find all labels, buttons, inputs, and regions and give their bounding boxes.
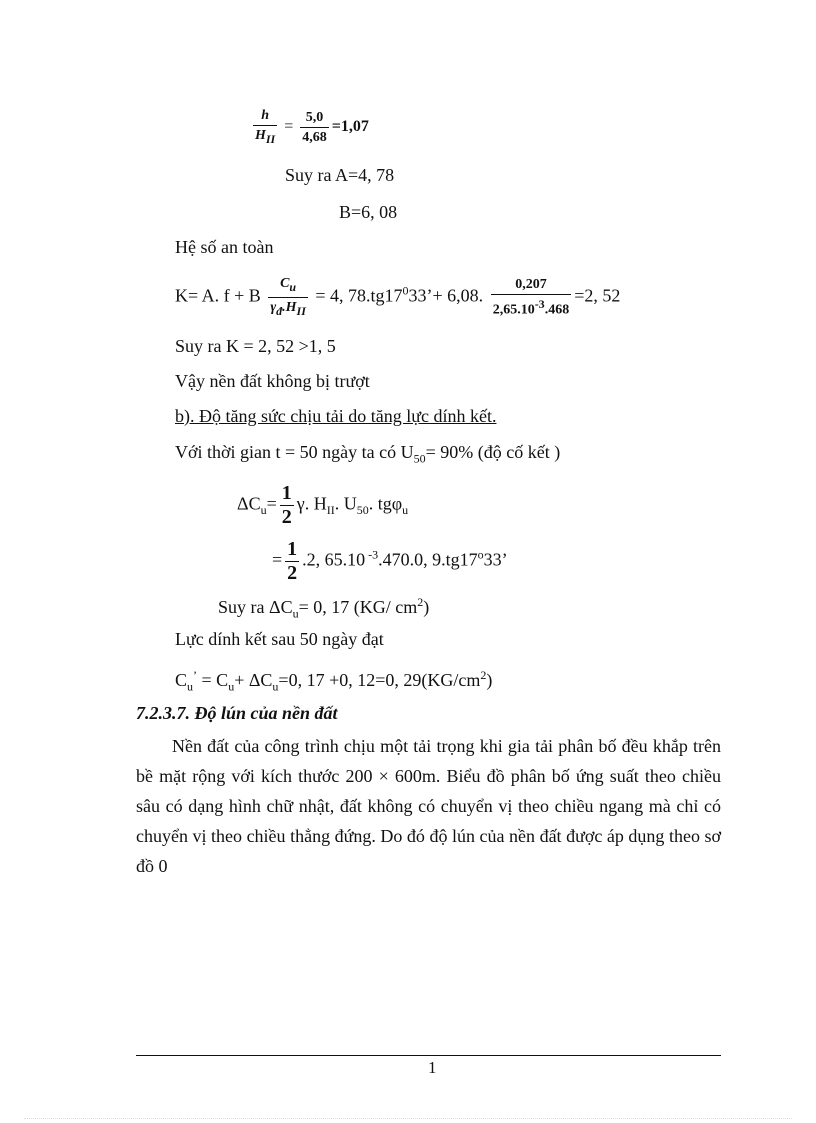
- line-conclusion: Vậy nền đất không bị trượt: [175, 371, 370, 391]
- page-number: 1: [428, 1058, 437, 1077]
- safety-factor-title: Hệ số an toàn: [175, 237, 274, 257]
- ratio-equation: $\frac{h}{H_{II}}$ = $\frac{5,0}{4,68}$ =1,07: [255, 108, 369, 146]
- Cu-final-equation: $C_u^’ = C_u+ \Delta C_u=0$, 17 +0, 12=0, $29(KG/cm^2)$: [175, 668, 493, 694]
- fraction-0207: $\frac{0,207}{2,65.10^{-3}.468}$: [492, 276, 570, 318]
- line-time: Với thời gian t = 50 ngày ta có $U_{50}= 90\%$ (độ cố kết ): [175, 442, 561, 466]
- section-heading: 7.2.3.7. Độ lún của nền đất: [136, 703, 338, 723]
- subheading-b: b). Độ tăng sức chịu tải do tăng lực dính kết.: [175, 406, 497, 426]
- fraction-one-half-2: $\frac{1}{2}$: [287, 538, 298, 584]
- line-cohesion: Lực dính kết sau 50 ngày đạt: [175, 629, 384, 649]
- fraction-5-over-4-68: $\frac{5,0}{4,68}$: [302, 109, 327, 145]
- delta-Cu-substitution: = $\frac{1}{2}$ .2, 65.10 $^{-3}$.470.0, 9.tg17$^o$33’: [272, 538, 508, 584]
- delta-Cu-result: Suy ra $\Delta C_u= 0$, 17 (KG/ $cm^2$): [218, 595, 430, 621]
- line-suy-ra-K: Suy ra K = 2, 52 >1, 5: [175, 336, 336, 356]
- K-equation: K= A. f + B $\frac{C_u}{\gamma_đ.H_{II}}$ = 4, $78.tg17^033’+ 6,08$. $\frac{0,207}{2,65.10^{-3}.468}$ =2, 52: [175, 276, 621, 318]
- fraction-h-over-H: $\frac{h}{H_{II}}$: [255, 108, 276, 146]
- fraction-one-half: $\frac{1}{2}$: [281, 482, 292, 528]
- delta-Cu-equation: $\Delta C_u=$ $\frac{1}{2}$ γ. $H_{II}$. $U_{50}$. tgφ$_u$: [237, 482, 409, 528]
- fraction-Cu-over-gamma-H: $\frac{C_u}{\gamma_đ.H_{II}}$: [270, 276, 306, 318]
- body-paragraph: Nền đất của công trình chịu một tải trọng khi gia tải phân bố đều khắp trên bề mặt rộng với kích thước 200 × 600m. Biểu đồ phân bố ứng suất theo chiều sâu có dạng hình chữ nhật, đất không có chuyển vị theo chiều ngang mà chỉ có chuyển vị theo chiều thẳng đứng. Do đó độ lún của nền đất được áp dụng theo sơ đồ 0: [136, 736, 721, 876]
- page-edge-divider: [24, 1118, 792, 1119]
- line-suy-ra-A: Suy ra A=4, 78: [285, 165, 395, 185]
- footer-rule: [136, 1055, 721, 1056]
- line-B: B=6, 08: [339, 202, 398, 222]
